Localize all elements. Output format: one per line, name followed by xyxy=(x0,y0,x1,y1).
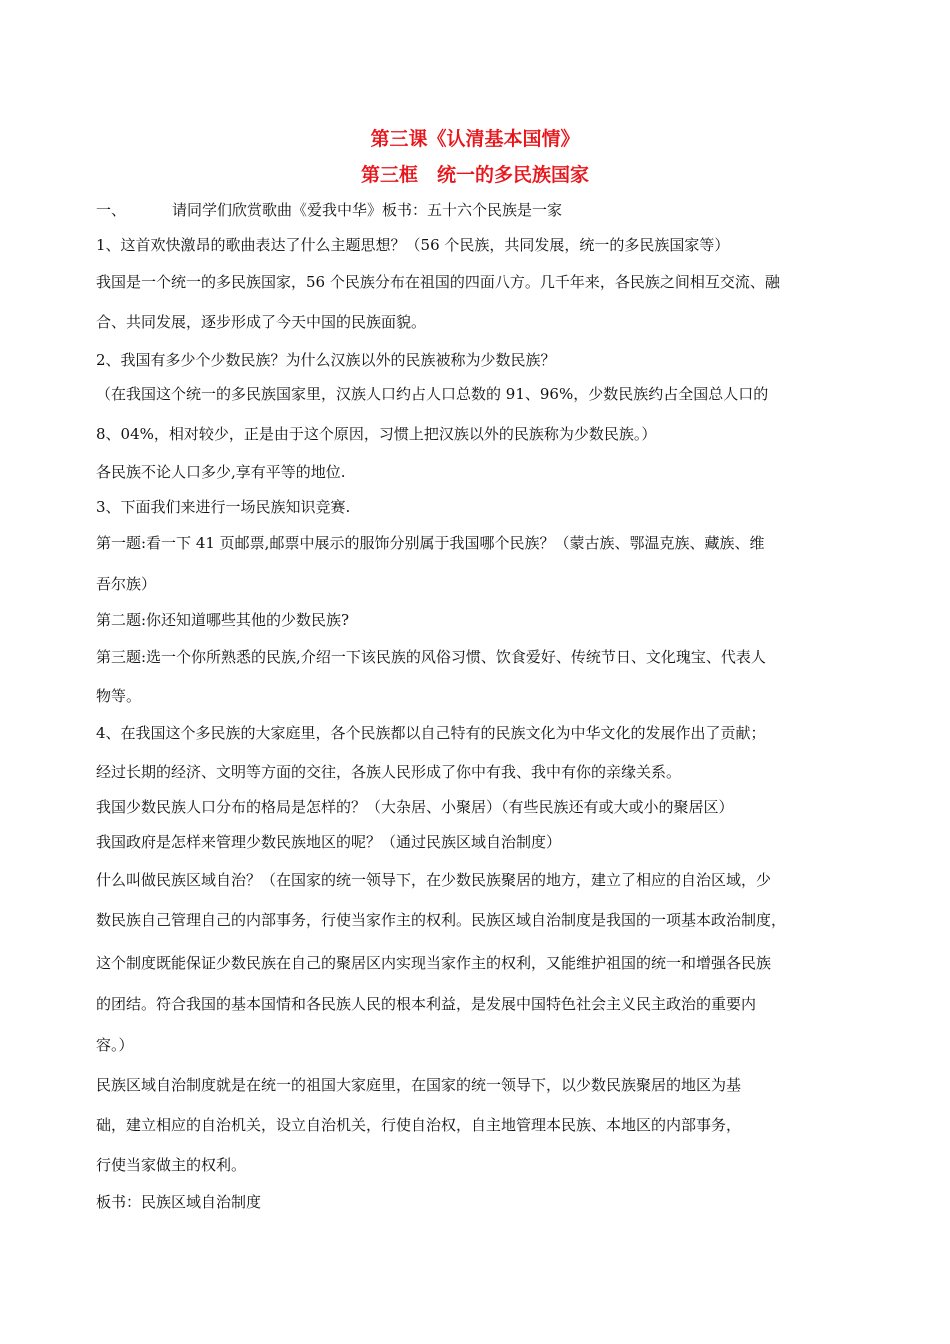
paragraph-line: 物等。 xyxy=(96,687,142,705)
paragraph-line: 第二题:你还知道哪些其他的少数民族? xyxy=(96,611,350,629)
paragraph-line: 的团结。符合我国的基本国情和各民族人民的根本利益，是发展中国特色社会主义民主政治的重要内 xyxy=(96,995,757,1013)
paragraph-line: 行使当家做主的权利。 xyxy=(96,1156,247,1174)
section-title: 第三框 统一的多民族国家 xyxy=(360,164,589,186)
paragraph-line: 3、下面我们来进行一场民族知识竞赛. xyxy=(96,498,351,516)
paragraph-line: （在我国这个统一的多民族国家里，汉族人口约占人口总数的 91、96%，少数民族约占全国总人口的 xyxy=(96,385,769,403)
paragraph-line: 8、04%，相对较少，正是由于这个原因，习惯上把汉族以外的民族称为少数民族。） xyxy=(96,425,657,443)
paragraph-line: 1、这首欢快激昂的歌曲表达了什么主题思想？（56 个民族，共同发展，统一的多民族国家等） xyxy=(96,236,730,254)
paragraph-line: 合、共同发展，逐步形成了今天中国的民族面貌。 xyxy=(96,313,427,331)
paragraph-line: 我国是一个统一的多民族国家，56 个民族分布在祖国的四面八方。几千年来，各民族之间相互交流、融 xyxy=(96,273,780,291)
paragraph-line: 各民族不论人口多少,享有平等的地位. xyxy=(96,463,346,481)
numbering-prefix: 一、 xyxy=(96,201,127,219)
paragraph-line: 4、在我国这个多民族的大家庭里，各个民族都以自己特有的民族文化为中华文化的发展作出了贡献； xyxy=(96,724,766,742)
lesson-title: 第三课《认清基本国情》 xyxy=(370,128,580,150)
paragraph-text: 请同学们欣赏歌曲《爱我中华》板书：五十六个民族是一家 xyxy=(172,201,563,219)
paragraph-line: 础，建立相应的自治机关，设立自治机关，行使自治权，自主地管理本民族、本地区的内部事务， xyxy=(96,1116,742,1134)
paragraph-line: 我国少数民族人口分布的格局是怎样的？（大杂居、小聚居）（有些民族还有或大或小的聚居区） xyxy=(96,798,734,816)
paragraph-line: 吾尔族） xyxy=(96,575,157,593)
paragraph-line: 经过长期的经济、文明等方面的交往，各族人民形成了你中有我、我中有你的亲缘关系。 xyxy=(96,763,682,781)
paragraph-line: 板书：民族区域自治制度 xyxy=(96,1193,262,1211)
paragraph-line: 民族区域自治制度就是在统一的祖国大家庭里，在国家的统一领导下，以少数民族聚居的地区为基 xyxy=(96,1076,742,1094)
paragraph-line xyxy=(96,200,562,220)
paragraph-line: 我国政府是怎样来管理少数民族地区的呢？（通过民族区域自治制度） xyxy=(96,833,562,851)
paragraph-line: 容。） xyxy=(96,1036,134,1054)
paragraph-line: 第一题:看一下 41 页邮票,邮票中展示的服饰分别属于我国哪个民族？（蒙古族、鄂温克族、藏族、维 xyxy=(96,534,765,552)
paragraph-line: 第三题:选一个你所熟悉的民族,介绍一下该民族的风俗习惯、饮食爱好、传统节日、文化瑰宝、代表人 xyxy=(96,648,766,666)
paragraph-line: 2、我国有多少个少数民族？为什么汉族以外的民族被称为少数民族？ xyxy=(96,351,556,369)
paragraph-line: 这个制度既能保证少数民族在自己的聚居区内实现当家作主的权利，又能维护祖国的统一和增强各民族 xyxy=(96,954,772,972)
paragraph-line: 什么叫做民族区域自治？（在国家的统一领导下，在少数民族聚居的地方，建立了相应的自治区域，少 xyxy=(96,871,772,889)
paragraph-line: 数民族自己管理自己的内部事务，行使当家作主的权利。民族区域自治制度是我国的一项基本政治制度， xyxy=(96,911,787,929)
